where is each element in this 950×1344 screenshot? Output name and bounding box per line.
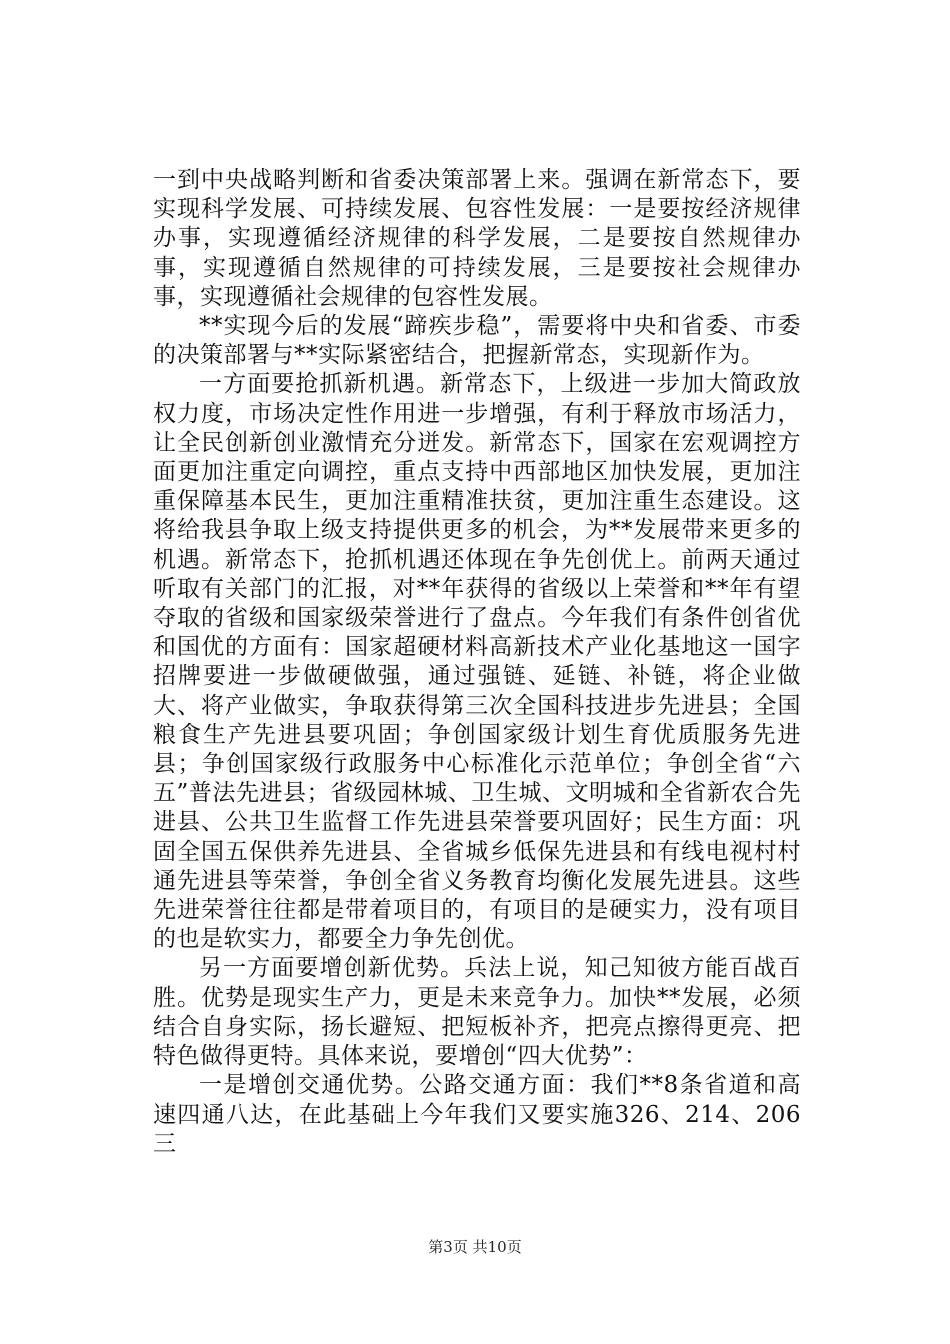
page-number-footer: 第3页 共10页	[428, 1238, 522, 1256]
paragraph-5: 一是增创交通优势。公路交通方面：我们**8条省道和高速四通八达，在此基础上今年我们又要实施326、214、206三	[153, 1072, 801, 1157]
paragraph-3: 一方面要抢抓新机遇。新常态下，上级进一步加大简政放权力度，市场决定性作用进一步增强，有利于释放市场活力，让全民创新创业激情充分迸发。新常态下，国家在宏观调控方面更加注重定向调控，重点支持中西部地区加快发展，更加注重保障基本民生，更加注重精准扶贫，更加注重生态建设。这将给我县争取上级支持提供更多的机会，为**发展带来更多的机遇。新常态下，抢抓机遇还体现在争先创优上。前两天通过听取有关部门的汇报，对**年获得的省级以上荣誉和**年有望夺取的省级和国家级荣誉进行了盘点。今年我们有条件创省优和国优的方面有：国家超硬材料高新技术产业化基地这一国字招牌要进一步做硬做强，通过强链、延链、补链，将企业做大、将产业做实，争取获得第三次全国科技进步先进县；全国粮食生产先进县要巩固；争创国家级计划生育优质服务先进县；争创国家级行政服务中心标准化示范单位；争创全省“六五”普法先进县；省级园林城、卫生城、文明城和全省新农合先进县、公共卫生监督工作先进县荣誉要巩固好；民生方面：巩固全国五保供养先进县、全省城乡低保先进县和有线电视村村通先进县等荣誉，争创全省义务教育均衡化发展先进县。这些先进荣誉往往都是带着项目的，有项目的是硬实力，没有项目的也是软实力，都要全力争先创优。	[153, 371, 801, 953]
paragraph-4: 另一方面要增创新优势。兵法上说，知己知彼方能百战百胜。优势是现实生产力，更是未来竞争力。加快**发展，必须结合自身实际，扬长避短、把短板补齐，把亮点擦得更亮、把特色做得更特。具体来说，要增创“四大优势”：	[153, 955, 801, 1070]
paragraph-1: 一到中央战略判断和省委决策部署上来。强调在新常态下，要实现科学发展、可持续发展、包容性发展：一是要按经济规律办事，实现遵循经济规律的科学发展，二是要按自然规律办事，实现遵循自然规律的可持续发展，三是要按社会规律办事，实现遵循社会规律的包容性发展。	[153, 167, 801, 310]
paragraph-2: **实现今后的发展“蹄疾步稳”，需要将中央和省委、市委的决策部署与**实际紧密结合，把握新常态，实现新作为。	[153, 313, 801, 369]
document-body	[153, 166, 801, 1159]
